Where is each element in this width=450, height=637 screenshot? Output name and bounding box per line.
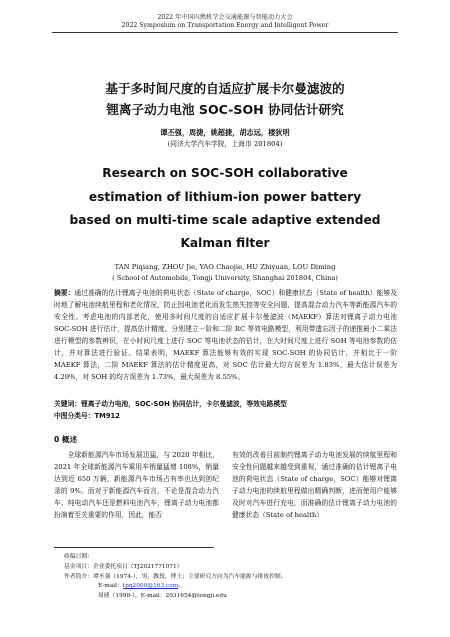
header-rule [52, 32, 398, 33]
footnote-email-2: 周捷（1998-），E-mail：2031654@tongji.edu [98, 593, 227, 599]
en-title-line-2: estimation of lithium-ion power battery [88, 190, 362, 204]
en-title-line-1: Research on SOC-SOH collaborative [102, 166, 348, 180]
body-column-left: 全球新能源汽车市场发展迅猛，与 2020 年相比，2021 年全球新能源汽车乘用车销量猛增 108%，销量达到近 650 万辆，新能源汽车市场占有率也达到创纪录的 9%。而对于新能源汽车而言，不论是混合动力汽车、纯电动汽车还是燃料电池汽车，锂离子动力电池都扮演着至关重要的作用，因此，能否 [54, 451, 219, 520]
keywords-text: 锂离子动力电池，SOC-SOH 协同估计，卡尔曼滤波，等效电路模型 [81, 400, 287, 408]
en-affiliation: ( School of Automobile, Tongji University, Shanghai 201804, China) [112, 274, 338, 282]
footnote-email-1 [98, 582, 450, 590]
email-link[interactable]: tpq2000@163.com [122, 583, 179, 589]
en-authors: TAN Piqiang, ZHOU Jie, YAO Chaojie, HU Zhiyuan, LOU Diming [114, 263, 336, 271]
footnote-rule [54, 547, 214, 548]
abstract-text: 通过准确的估计锂离子电池的荷电状态（State of charge，SOC）和健康状态（State of health）能够及时地了解电池续航里程和老化情况，防止因电池老化而发生热失控等安全问题，提高混合动力汽车等新能源汽车的安全性。考虑电池的内部老化，使用多时间尺度的自适应扩展卡尔曼滤波（MAEKF）算法对锂离子动力电池 SOC-SOH 进行估计，提高估计精度。分别建立一阶和二阶 RC 等效电路模型，利用带遗忘因子的递推最小二乘法进行模型的参数辨识，在小时间尺度上进行 SOC 等电池状态的估计，在大时间尺度上进行 SOH 等电池参数的估计，并对算法进行验证。结果表明，MAEKF 算法能够有效的实现 SOC-SOH 的协同估计，并相比于一阶 MAEKF 算法，二阶 MAEKF 算法的估计精度更高，对 SOC 估计最大均方误差为 1.83%，最大估计误差为 4.29%，对 SOH 的均方误差为 1.73%，最大误差为 8.55%。 [54, 289, 397, 382]
keywords [54, 398, 397, 410]
running-header-cn: 2022 年中国内燃机学会交通能源与智能动力大会 [157, 14, 293, 21]
keywords-label: 关键词： [54, 400, 82, 408]
footnote-received: 收稿日期： [64, 554, 93, 560]
cn-title-line-2: 锂离子动力电池 SOC-SOH 协同估计研究 [106, 102, 344, 117]
en-title-line-4: Kalman filter [180, 236, 270, 250]
footnote-author-info: 作者简介：谭丕强（1974-），男，教授，博士；主要研究方向为汽车能源与排放控制。 [64, 574, 287, 580]
body-column-right: 有效的改善目前制约锂离子动力电池发展的续航里程和安全性问题越来越受到重视，通过准确的估计锂离子电池的荷电状态（State of charge，SOC）能够对锂离子动力电池的续航里程做出精确判断，进而使用户能够及时对汽车进行充电，而准确的估计锂离子动力电池的健康状态（State of health） [232, 451, 397, 520]
running-header-en: 2022 Symposium on Transportation Energy and Intelligent Power [121, 22, 329, 29]
cn-authors: 谭丕强，周捷，姚超捷，胡志远，楼狄明 [160, 128, 290, 137]
section-heading: 0 概述 [54, 435, 78, 444]
email-label: E-mail： [98, 583, 123, 589]
abstract-label: 摘要： [54, 289, 75, 297]
cn-affiliation: (同济大学汽车学院，上海市 201804) [167, 140, 283, 148]
en-title-line-3: based on multi-time scale adaptive extended [69, 213, 381, 227]
abstract [54, 287, 397, 383]
email-suffix: 。 [178, 583, 185, 589]
classification-number: 中图分类号：TM912 [54, 412, 120, 420]
cn-title-line-1: 基于多时间尺度的自适应扩展卡尔曼滤波的 [105, 81, 345, 96]
footnote-fund: 基金项目：企业委托项目（TJ2021771071） [64, 564, 183, 570]
